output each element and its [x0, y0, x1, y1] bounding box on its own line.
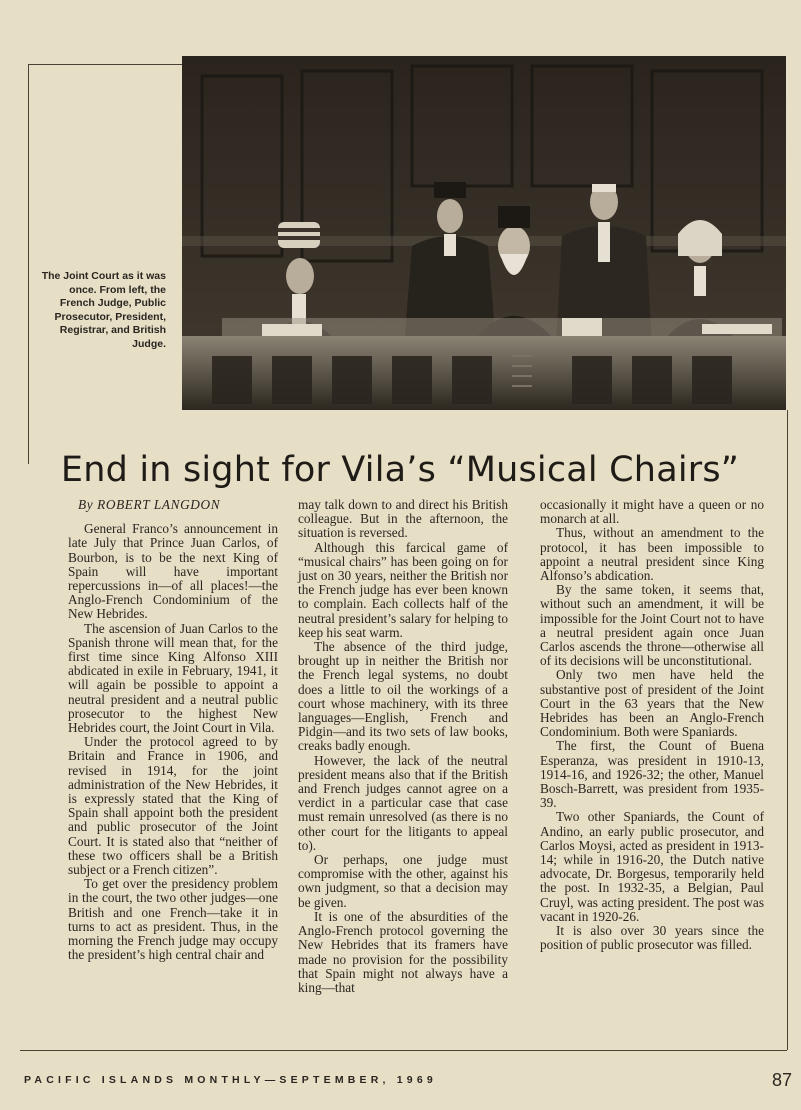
photo-illustration — [182, 56, 786, 410]
byline: By ROBERT LANGDON — [78, 497, 221, 512]
paragraph: occasionally it might have a queen or no monarch at all. — [540, 497, 764, 527]
footer-rule — [20, 1050, 787, 1051]
frame-rule-top — [28, 64, 183, 65]
paragraph: The absence of the third judge, brought up in neither the British nor the French legal systems, no doubt does a little to oil the workings of a court whose machinery, with its three languages—English, French and Pidgin—and its two sets of law books, creaks badly enough. — [298, 639, 508, 754]
paragraph: Or perhaps, one judge must compromise with the other, against his own judgment, so that a decision may be given. — [298, 852, 508, 910]
running-footer: PACIFIC ISLANDS MONTHLY—SEPTEMBER, 1969 — [24, 1074, 437, 1086]
article-headline: End in sight for Vila’s “Musical Chairs” — [60, 450, 740, 490]
paragraph: may talk down to and direct his British colleague. But in the afternoon, the situation is reversed. — [298, 497, 508, 541]
joint-court-photo — [182, 56, 786, 410]
paragraph: General Franco’s announcement in late July that Prince Juan Carlos, of Bourbon, is to be the next King of Spain will have important repercussions in—of all places!—the Anglo-French Condominium of the New Hebrides. — [68, 521, 278, 622]
paragraph: To get over the presidency problem in the court, the two other judges—one British and one French—take it in turns to act as president. Thus, in the morning the French judge may occupy the president’s high central chair and — [68, 876, 278, 963]
page-number: 87 — [772, 1070, 793, 1090]
frame-rule-left — [28, 64, 29, 464]
frame-rule-right — [787, 410, 788, 1050]
paragraph: It is also over 30 years since the position of public prosecutor was filled. — [540, 923, 764, 953]
paragraph: It is one of the absurdities of the Anglo-French protocol governing the New Hebrides that its framers have made no provision for the possibility that Spain might not always have a king—that — [298, 908, 508, 995]
photo-caption: The Joint Court as it was once. From left, the French Judge, Public Prosecutor, President, Registrar, and British Judge. — [41, 270, 166, 350]
paragraph: The first, the Count of Buena Esperanza, was president in 1910-13, 1914-16, and 1926-32; the other, Manuel Bosch-Barrett, was president from 1935-39. — [540, 738, 764, 811]
paragraph: Thus, without an amendment to the protocol, it has been impossible to appoint a neutral president since King Alfonso’s abdication. — [540, 525, 764, 584]
paragraph: By the same token, it seems that, without such an amendment, it will be impossible for the Joint Court not to have a neutral president again once Juan Carlos ascends the throne—otherwise all of its decisions will be unconstitutional. — [540, 582, 764, 669]
paragraph: Under the protocol agreed to by Britain and France in 1906, and revised in 1914, for the joint administration of the New Hebrides, it is expressly stated that the King of Spain shall appoint both the president and public prosecutor of the Joint Court. It is stated also that “neither of these two officers shall be a British subject or a French citizen”. — [68, 734, 278, 878]
article-column-2 — [298, 498, 508, 995]
paragraph: Two other Spaniards, the Count of Andino, an early public prosecutor, and Carlos Moysi, acted as president in 1913-14; while in 1916-20, the Dutch native advocate, Dr. Borgesus, temporarily held the post. In 1932-35, a Belgian, Paul Cruyl, was acting president. The post was vacant in 1920-26. — [540, 809, 764, 924]
paragraph: However, the lack of the neutral president means also that if the British and French judges cannot agree on a verdict in a particular case that case must remain unresolved (as there is no other court for the litigants to appeal to). — [298, 752, 508, 853]
paragraph: Although this farcical game of “musical chairs” has been going on for just on 30 years, neither the British nor the French judge has ever been known to complain. Each collects half of the neutral president’s salary for helping to keep his seat warm. — [298, 539, 508, 640]
paragraph: The ascension of Juan Carlos to the Spanish throne will mean that, for the first time since King Alfonso XIII abdicated in exile in February, 1941, it will again be possible to appoint a neutral president and a neutral public prosecutor to the highest New Hebrides court, the Joint Court in Vila. — [68, 620, 278, 736]
paragraph: Only two men have held the substantive post of president of the Joint Court in the 63 years that the New Hebrides has been an Anglo-French Condominium. Both were Spaniards. — [540, 667, 764, 740]
article-column-1 — [68, 498, 278, 963]
article-column-3 — [540, 498, 764, 953]
